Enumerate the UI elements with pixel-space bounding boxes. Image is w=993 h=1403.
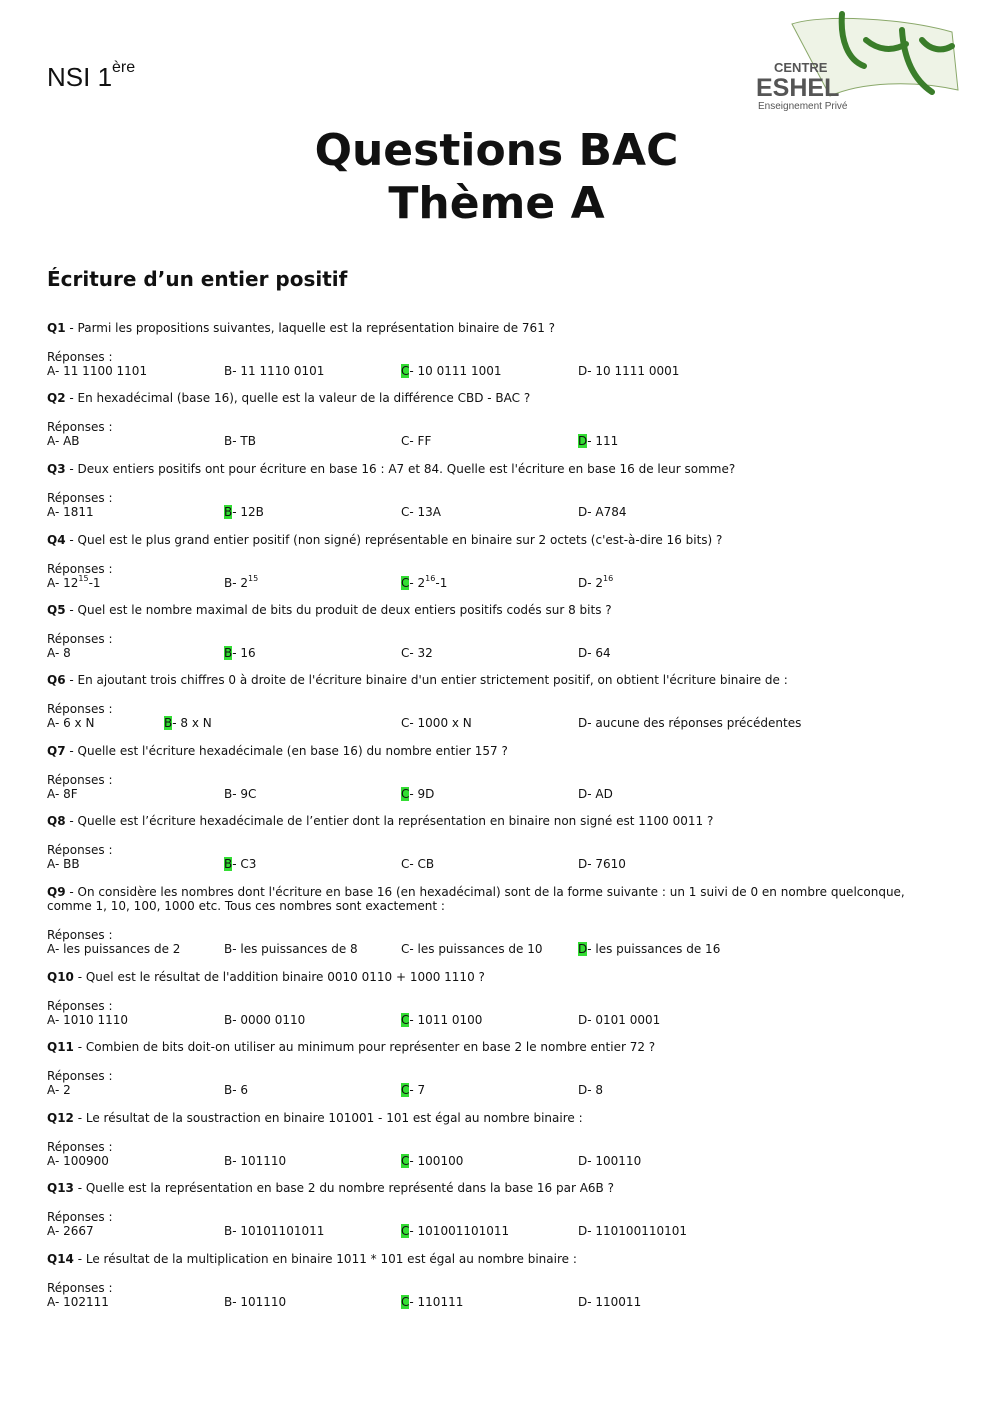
answer-letter: A [47, 1224, 55, 1238]
answer-letter: A [47, 1154, 55, 1168]
question-text [47, 603, 947, 617]
answer-text: - 1011 0100 [409, 1013, 483, 1027]
question-item [47, 533, 947, 590]
answer-exponent: 15 [78, 574, 89, 583]
answer-text: - 10 0111 1001 [409, 364, 502, 378]
answer-text: - 32 [409, 646, 433, 660]
question-item [47, 744, 947, 801]
answer-row [47, 1013, 947, 1027]
answer-letter: A [47, 1295, 55, 1309]
answer-text: - 102111 [54, 1295, 109, 1309]
answer-row [47, 1154, 947, 1168]
answer-exponent: 15 [248, 574, 259, 583]
answer-letter: D [578, 1295, 588, 1309]
question-statement: - Le résultat de la multiplication en binaire 1011 * 101 est égal au nombre binaire : [73, 1252, 577, 1266]
reponses-label: Réponses : [47, 1210, 113, 1224]
answer-text: - les puissances de 10 [409, 942, 543, 956]
answer-option [401, 364, 502, 378]
question-number: Q12 [47, 1111, 74, 1125]
answer-letter: A [47, 787, 55, 801]
reponses-label: Réponses : [47, 1281, 113, 1295]
answer-row [47, 434, 947, 448]
question-statement: - Deux entiers positifs ont pour écriture en base 16 : A7 et 84. Quelle est l'écriture en base 16 de leur somme? [65, 462, 736, 476]
answer-text: - 8F [54, 787, 78, 801]
question-text [47, 533, 947, 547]
answer-option [578, 1083, 603, 1097]
question-number: Q11 [47, 1040, 74, 1054]
answer-option [47, 857, 80, 871]
answer-letter: D [578, 1013, 588, 1027]
answer-option [224, 505, 264, 519]
answer-text: - 2 [587, 576, 604, 590]
answer-letter: D [578, 716, 588, 730]
answer-option [401, 1224, 509, 1238]
correct-answer-letter: B [224, 857, 233, 871]
correct-answer-letter: C [401, 1224, 410, 1238]
question-statement: - On considère les nombres dont l'écriture en base 16 (en hexadécimal) sont de la forme suivante : un 1 suivi de 0 en nombre quelconque, comme 1, 10, 100, 1000 etc. Tous ces nombres sont exactement : [47, 885, 905, 913]
correct-answer-letter: C [401, 787, 410, 801]
question-text [47, 885, 947, 913]
question-number: Q7 [47, 744, 66, 758]
correct-answer-letter: C [401, 364, 410, 378]
answer-text: - 2 [409, 576, 426, 590]
answer-letter: A [47, 646, 55, 660]
answer-text: - 100100 [409, 1154, 464, 1168]
correct-answer-letter: C [401, 1295, 410, 1309]
question-text [47, 1111, 947, 1125]
answer-text: - 2 [54, 1083, 71, 1097]
answer-text: - les puissances de 16 [587, 942, 721, 956]
question-number: Q3 [47, 462, 66, 476]
answer-text: - 110111 [409, 1295, 464, 1309]
answer-letter: A [47, 434, 55, 448]
answer-text: - 101110 [232, 1154, 287, 1168]
answer-letter: D [578, 857, 588, 871]
question-statement: - Quelle est l'écriture hexadécimale (en base 16) du nombre entier 157 ? [65, 744, 508, 758]
answer-option [224, 434, 256, 448]
eshel-logo [752, 10, 962, 116]
question-item [47, 885, 947, 956]
answer-option [164, 716, 212, 730]
question-text [47, 673, 947, 687]
answer-exponent: 16 [603, 574, 614, 583]
correct-answer-letter: D [578, 942, 588, 956]
answer-letter: A [47, 1013, 55, 1027]
answer-letter: B [224, 942, 233, 956]
reponses-label: Réponses : [47, 350, 113, 364]
reponses-label: Réponses : [47, 420, 113, 434]
answer-option [401, 646, 433, 660]
correct-answer-letter: B [224, 646, 233, 660]
answer-letter: B [224, 1013, 233, 1027]
answer-option [224, 576, 258, 590]
logo-sub-text: Enseignement Privé [758, 101, 848, 112]
answer-row [47, 716, 947, 730]
reponses-label: Réponses : [47, 843, 113, 857]
question-item [47, 1181, 947, 1238]
answer-text: - les puissances de 2 [54, 942, 181, 956]
question-statement: - Quel est le plus grand entier positif (non signé) représentable en binaire sur 2 octets (c'est-à-dire 16 bits) ? [65, 533, 723, 547]
answer-text: - 1010 1110 [54, 1013, 128, 1027]
answer-option [401, 1083, 425, 1097]
answer-option [578, 1154, 641, 1168]
answer-text: - 1811 [54, 505, 94, 519]
reponses-label: Réponses : [47, 1140, 113, 1154]
question-statement: - Quelle est la représentation en base 2 du nombre représenté dans la base 16 par A6B ? [73, 1181, 614, 1195]
answer-text: - 13A [409, 505, 442, 519]
answer-text: - 100900 [54, 1154, 109, 1168]
answer-letter: B [224, 576, 233, 590]
answer-option [47, 716, 94, 730]
question-number: Q10 [47, 970, 74, 984]
question-number: Q2 [47, 391, 66, 405]
answer-option [47, 787, 78, 801]
answer-text: - 12 [54, 576, 79, 590]
question-statement: - Parmi les propositions suivantes, laquelle est la représentation binaire de 761 ? [65, 321, 556, 335]
answer-text: - 12B [232, 505, 264, 519]
answer-option [578, 1224, 687, 1238]
answer-letter: D [578, 646, 588, 660]
answer-text: - 6 [232, 1083, 249, 1097]
answer-letter: A [47, 576, 55, 590]
answer-option [47, 1154, 109, 1168]
answer-option [224, 1154, 286, 1168]
question-text [47, 462, 947, 476]
answer-text: - 11 1110 0101 [232, 364, 325, 378]
answer-option [47, 576, 101, 590]
answer-row [47, 787, 947, 801]
section-heading: Écriture d’un entier positif [47, 267, 348, 291]
question-text [47, 970, 947, 984]
question-text [47, 1181, 947, 1195]
answer-option [47, 364, 147, 378]
question-text [47, 1252, 947, 1266]
title-line-1: Questions BAC [314, 125, 679, 176]
answer-option [401, 1013, 482, 1027]
answer-row [47, 1224, 947, 1238]
answer-option [224, 942, 358, 956]
answer-text: - 8 [587, 1083, 604, 1097]
answer-letter: C [401, 857, 410, 871]
answer-letter: B [224, 1083, 233, 1097]
answer-text: - 2 [232, 576, 249, 590]
answer-option [47, 942, 180, 956]
question-statement: - En ajoutant trois chiffres 0 à droite de l'écriture binaire d'un entier strictement positif, on obtient l'écriture binaire de : [65, 673, 788, 687]
answer-option [47, 1083, 71, 1097]
course-name: NSI 1 [47, 62, 113, 92]
question-text [47, 744, 947, 758]
question-number: Q1 [47, 321, 66, 335]
answer-text: - BB [54, 857, 80, 871]
answer-option [47, 1224, 94, 1238]
answer-option [401, 942, 542, 956]
question-number: Q13 [47, 1181, 74, 1195]
question-item [47, 462, 947, 519]
reponses-label: Réponses : [47, 1069, 113, 1083]
answer-option [401, 1154, 463, 1168]
answer-letter: A [47, 505, 55, 519]
question-text [47, 391, 947, 405]
answer-letter: D [578, 364, 588, 378]
answer-letter: B [224, 1224, 233, 1238]
answer-row [47, 364, 947, 378]
answer-option [578, 1013, 660, 1027]
answer-option [47, 1013, 128, 1027]
answer-letter: D [578, 1224, 588, 1238]
answer-option [224, 646, 256, 660]
page-title [0, 124, 993, 230]
reponses-label: Réponses : [47, 632, 113, 646]
answer-option [224, 787, 256, 801]
answer-text: - 110011 [587, 1295, 642, 1309]
answer-option [401, 1295, 463, 1309]
question-text [47, 321, 947, 335]
answer-text: - C3 [232, 857, 257, 871]
answer-option [224, 364, 324, 378]
answer-text: - 16 [232, 646, 256, 660]
answer-row [47, 505, 947, 519]
answer-option [578, 942, 720, 956]
question-item [47, 1111, 947, 1168]
answer-letter: B [224, 1154, 233, 1168]
answer-option [401, 787, 434, 801]
answer-option [401, 576, 447, 590]
question-item [47, 1040, 947, 1097]
answer-text: - 0000 0110 [232, 1013, 306, 1027]
question-number: Q6 [47, 673, 66, 687]
answer-option [224, 1013, 305, 1027]
answer-text: - 10 1111 0001 [587, 364, 680, 378]
answer-text: - 1000 x N [409, 716, 472, 730]
answer-text: - 7 [409, 1083, 426, 1097]
correct-answer-letter: B [224, 505, 233, 519]
answer-letter: C [401, 716, 410, 730]
answer-text: - 6 x N [54, 716, 95, 730]
answer-option [578, 364, 679, 378]
answer-text: - 101001101011 [409, 1224, 510, 1238]
answer-text: - 11 1100 1101 [54, 364, 148, 378]
question-item [47, 1252, 947, 1309]
answer-row [47, 646, 947, 660]
answer-text: - FF [409, 434, 432, 448]
answer-option [578, 857, 626, 871]
course-label [47, 59, 136, 93]
answer-text: - 0101 0001 [587, 1013, 661, 1027]
answer-row [47, 1083, 947, 1097]
answer-option [224, 1224, 324, 1238]
answer-text: - 8 [54, 646, 71, 660]
answer-option [47, 434, 80, 448]
answer-text: - TB [232, 434, 256, 448]
answer-text: - 2667 [54, 1224, 94, 1238]
answer-option [47, 646, 71, 660]
answer-text: - aucune des réponses précédentes [587, 716, 802, 730]
answer-letter: A [47, 364, 55, 378]
answer-text: - 64 [587, 646, 611, 660]
answer-suffix: -1 [88, 576, 101, 590]
question-statement: - En hexadécimal (base 16), quelle est la valeur de la différence CBD - BAC ? [65, 391, 531, 405]
answer-text: - 110100110101 [587, 1224, 688, 1238]
answer-letter: C [401, 646, 410, 660]
answer-text: - 8 x N [172, 716, 212, 730]
question-text [47, 1040, 947, 1054]
answer-letter: A [47, 1083, 55, 1097]
answer-option [578, 716, 801, 730]
question-statement: - Quelle est l’écriture hexadécimale de l’entier dont la représentation en binaire non signé est 1100 0011 ? [65, 814, 714, 828]
reponses-label: Réponses : [47, 773, 113, 787]
answer-option [578, 787, 613, 801]
answer-suffix: -1 [435, 576, 448, 590]
answer-text: - 9D [409, 787, 435, 801]
question-number: Q5 [47, 603, 66, 617]
question-item [47, 673, 947, 730]
question-text [47, 814, 947, 828]
answer-option [578, 434, 618, 448]
answer-text: - AD [587, 787, 613, 801]
answer-option [401, 434, 431, 448]
answer-letter: B [224, 434, 233, 448]
answer-text: - 111 [587, 434, 619, 448]
question-item [47, 321, 947, 378]
question-item [47, 970, 947, 1027]
question-statement: - Le résultat de la soustraction en binaire 101001 - 101 est égal au nombre binaire : [73, 1111, 583, 1125]
answer-option [578, 505, 627, 519]
question-number: Q4 [47, 533, 66, 547]
correct-answer-letter: D [578, 434, 588, 448]
course-superscript: ère [112, 59, 136, 77]
answer-option [47, 505, 94, 519]
answer-option [578, 576, 613, 590]
question-item [47, 603, 947, 660]
answer-letter: D [578, 505, 588, 519]
answer-text: - A784 [587, 505, 627, 519]
answer-letter: B [224, 364, 233, 378]
correct-answer-letter: C [401, 1083, 410, 1097]
answer-letter: C [401, 434, 410, 448]
answer-letter: C [401, 942, 410, 956]
answer-row [47, 576, 947, 590]
reponses-label: Réponses : [47, 562, 113, 576]
answer-letter: A [47, 942, 55, 956]
correct-answer-letter: C [401, 576, 410, 590]
answer-exponent: 16 [425, 574, 436, 583]
correct-answer-letter: B [164, 716, 173, 730]
answer-option [224, 1083, 248, 1097]
question-statement: - Combien de bits doit-on utiliser au minimum pour représenter en base 2 le nombre entier 72 ? [73, 1040, 656, 1054]
answer-letter: B [224, 1295, 233, 1309]
logo-centre-text: CENTRE [774, 60, 828, 75]
answer-text: - 101110 [232, 1295, 287, 1309]
question-item [47, 814, 947, 871]
answer-letter: B [224, 787, 233, 801]
answer-text: - CB [409, 857, 435, 871]
answer-letter: D [578, 1083, 588, 1097]
answer-option [578, 1295, 641, 1309]
answer-letter: A [47, 857, 55, 871]
answer-text: - 7610 [587, 857, 626, 871]
reponses-label: Réponses : [47, 928, 113, 942]
question-item [47, 391, 947, 448]
answer-text: - 10101101011 [232, 1224, 325, 1238]
answer-option [578, 646, 611, 660]
answer-letter: C [401, 505, 410, 519]
correct-answer-letter: C [401, 1013, 410, 1027]
answer-option [224, 1295, 286, 1309]
answer-text: - 100110 [587, 1154, 642, 1168]
logo-eshel-text: ESHEL [756, 74, 840, 102]
answer-option [224, 857, 256, 871]
question-statement: - Quel est le résultat de l'addition binaire 0010 0110 + 1000 1110 ? [73, 970, 485, 984]
title-line-2: Thème A [388, 178, 605, 229]
question-number: Q14 [47, 1252, 74, 1266]
question-statement: - Quel est le nombre maximal de bits du produit de deux entiers positifs codés sur 8 bits ? [65, 603, 612, 617]
question-number: Q9 [47, 885, 66, 899]
answer-option [401, 505, 441, 519]
reponses-label: Réponses : [47, 999, 113, 1013]
answer-option [401, 716, 472, 730]
answer-row [47, 942, 947, 956]
answer-text: - AB [54, 434, 80, 448]
correct-answer-letter: C [401, 1154, 410, 1168]
answer-text: - les puissances de 8 [232, 942, 358, 956]
answer-letter: D [578, 576, 588, 590]
answer-row [47, 857, 947, 871]
reponses-label: Réponses : [47, 702, 113, 716]
answer-option [47, 1295, 109, 1309]
answer-option [401, 857, 434, 871]
answer-text: - 9C [232, 787, 257, 801]
answer-row [47, 1295, 947, 1309]
reponses-label: Réponses : [47, 491, 113, 505]
answer-letter: D [578, 1154, 588, 1168]
answer-letter: A [47, 716, 55, 730]
answer-letter: D [578, 787, 588, 801]
question-number: Q8 [47, 814, 66, 828]
